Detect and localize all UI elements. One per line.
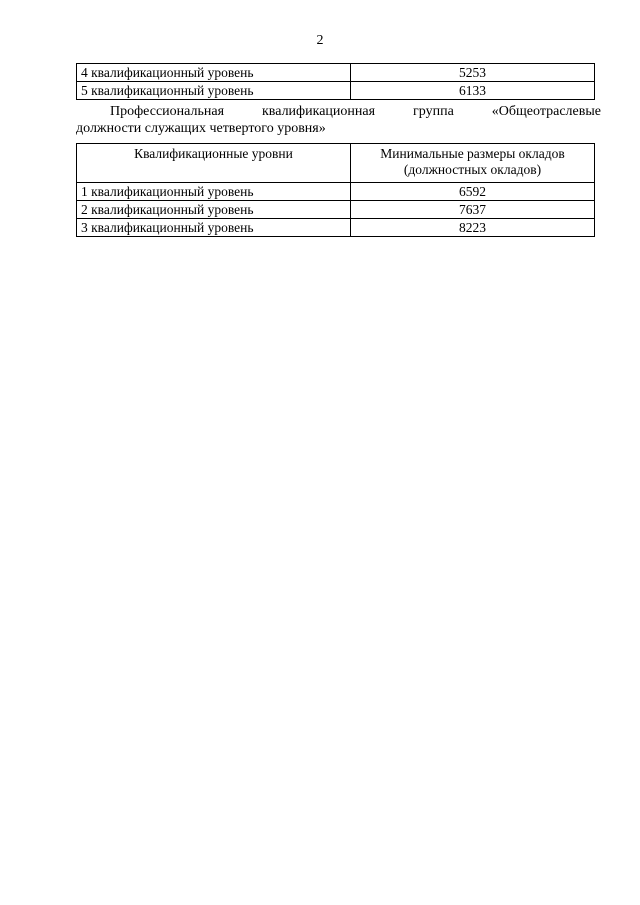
level-cell: 4 квалификационный уровень <box>77 64 351 82</box>
header-salary-line1: Минимальные размеры окладов <box>380 146 565 161</box>
salary-cell: 8223 <box>351 219 595 237</box>
level-cell: 3 квалификационный уровень <box>77 219 351 237</box>
heading-word: группа <box>413 104 454 119</box>
level-cell: 5 квалификационный уровень <box>77 82 351 100</box>
table-header-row <box>77 144 595 183</box>
salary-cell: 6592 <box>351 183 595 201</box>
table-row <box>77 64 595 82</box>
table-row <box>77 82 595 100</box>
group-heading <box>76 103 601 137</box>
salary-cell: 7637 <box>351 201 595 219</box>
header-salary-line2: (должностных окладов) <box>403 162 542 177</box>
table-row <box>77 201 595 219</box>
heading-word: Профессиональная <box>110 104 225 119</box>
level-cell: 1 квалификационный уровень <box>77 183 351 201</box>
group-heading-line1 <box>76 103 601 120</box>
table-row <box>77 183 595 201</box>
page-number: 2 <box>316 33 324 48</box>
salary-cell: 5253 <box>351 64 595 82</box>
level-cell: 2 квалификационный уровень <box>77 201 351 219</box>
salary-table-continued <box>76 63 595 100</box>
salary-cell: 6133 <box>351 82 595 100</box>
heading-word: «Общеотраслевые <box>491 104 601 119</box>
header-level: Квалификационные уровни <box>77 144 351 183</box>
table-row <box>77 219 595 237</box>
group-heading-line2: должности служащих четвертого уровня» <box>76 121 326 136</box>
salary-table-level-four <box>76 143 595 237</box>
heading-word: квалификационная <box>262 104 376 119</box>
header-salary <box>351 144 595 183</box>
